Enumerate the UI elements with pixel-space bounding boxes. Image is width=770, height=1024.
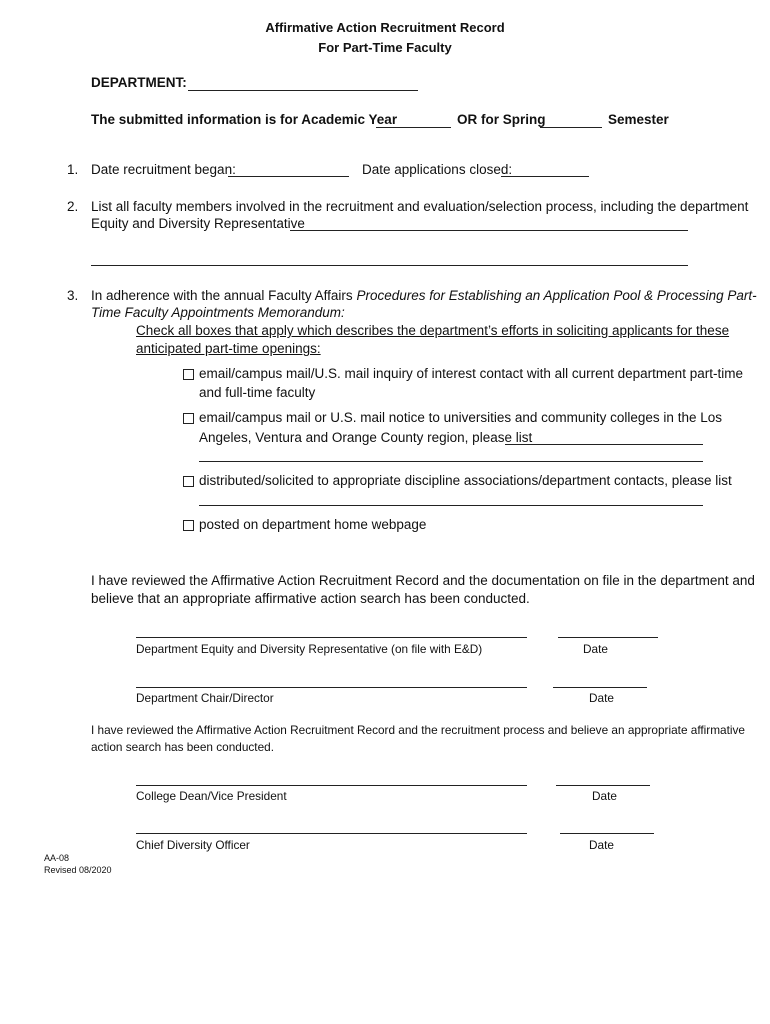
cdo-signature-label: Chief Diversity Officer (136, 838, 250, 852)
date-began-field[interactable] (228, 176, 349, 177)
check-instructions-2: anticipated part-time openings: (136, 341, 321, 356)
cdo-date-line[interactable] (560, 833, 654, 834)
list-faculty-text-2: Equity and Diversity Representative (91, 216, 305, 231)
checkbox-email-inquiry-label-2: and full-time faculty (199, 385, 316, 400)
dean-signature-label: College Dean/Vice President (136, 789, 287, 803)
spring-field[interactable] (540, 127, 602, 128)
edr-date-line[interactable] (558, 637, 658, 638)
checkbox-discipline-label: distributed/solicited to appropriate discipline associations/department contacts, please list (199, 473, 732, 488)
check-instructions-1: Check all boxes that apply which describes the department’s efforts in soliciting applicants for these (136, 323, 730, 338)
cdo-signature-line[interactable] (136, 833, 527, 834)
form-id: AA-08 (44, 853, 70, 863)
date-began-label: Date recruitment began: (91, 162, 236, 177)
item-number-3: 3. (67, 288, 79, 303)
checkbox-webpage[interactable] (183, 520, 194, 531)
universities-list-field-2[interactable] (199, 461, 703, 462)
universities-list-field[interactable] (505, 444, 703, 445)
adherence-text: In adherence with the annual Faculty Affairs Procedures for Establishing an Application Pool & Processing Part- (91, 288, 757, 303)
dean-date-label: Date (592, 789, 617, 803)
chair-signature-line[interactable] (136, 687, 527, 688)
date-closed-field[interactable] (501, 176, 589, 177)
checkbox-email-inquiry-label-1: email/campus mail/U.S. mail inquiry of interest contact with all current department part-time (199, 366, 743, 381)
item-number-1: 1. (67, 162, 79, 177)
certification-2-line-2: action search has been conducted. (91, 740, 274, 754)
date-closed-label: Date applications closed: (362, 162, 513, 177)
form-title: Affirmative Action Recruitment Record (265, 20, 505, 35)
faculty-list-field-2[interactable] (91, 265, 688, 266)
list-faculty-text-1: List all faculty members involved in the recruitment and evaluation/selection process, including the department (91, 199, 749, 214)
certification-1-line-1: I have reviewed the Affirmative Action Recruitment Record and the documentation on file in the department and (91, 573, 755, 588)
edr-signature-line[interactable] (136, 637, 527, 638)
memorandum-title: Time Faculty Appointments Memorandum: (91, 305, 345, 320)
edr-signature-label: Department Equity and Diversity Representative (on file with E&D) (136, 642, 483, 656)
semester-label: Semester (608, 112, 669, 127)
form-subtitle: For Part-Time Faculty (318, 40, 452, 55)
discipline-list-field[interactable] (199, 505, 703, 506)
chair-date-line[interactable] (553, 687, 647, 688)
academic-year-field[interactable] (376, 127, 451, 128)
edr-date-label: Date (583, 642, 608, 656)
checkbox-universities-label-2: Angeles, Ventura and Orange County region, please list (199, 430, 533, 445)
department-field[interactable] (188, 90, 418, 91)
faculty-list-field[interactable] (290, 230, 688, 231)
academic-year-label: The submitted information is for Academic Year (91, 112, 398, 127)
checkbox-email-inquiry[interactable] (183, 369, 194, 380)
item-number-2: 2. (67, 199, 79, 214)
checkbox-discipline-associations[interactable] (183, 476, 194, 487)
chair-date-label: Date (589, 691, 614, 705)
checkbox-webpage-label: posted on department home webpage (199, 517, 427, 532)
checkbox-universities-notice[interactable] (183, 413, 194, 424)
dean-date-line[interactable] (556, 785, 650, 786)
cdo-date-label: Date (589, 838, 614, 852)
department-label: DEPARTMENT: (91, 75, 187, 90)
checkbox-universities-label-1: email/campus mail or U.S. mail notice to universities and community colleges in the Los (199, 410, 722, 425)
revision-date: Revised 08/2020 (44, 865, 112, 875)
chair-signature-label: Department Chair/Director (136, 691, 274, 705)
certification-2-line-1: I have reviewed the Affirmative Action Recruitment Record and the recruitment process and believe an appropriate affirmative (91, 723, 745, 737)
or-spring-label: OR for Spring (457, 112, 546, 127)
dean-signature-line[interactable] (136, 785, 527, 786)
certification-1-line-2: believe that an appropriate affirmative action search has been conducted. (91, 591, 530, 606)
